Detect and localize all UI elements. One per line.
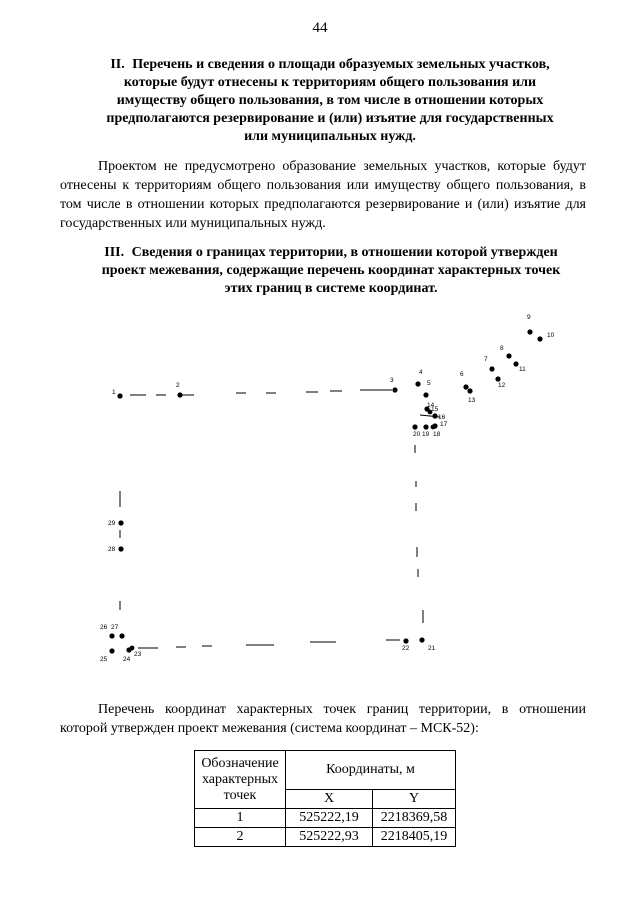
svg-text:4: 4 — [419, 369, 423, 376]
section-2-heading-line: или муниципальных нужд. — [244, 129, 416, 144]
svg-text:5: 5 — [427, 380, 431, 387]
svg-text:11: 11 — [519, 366, 526, 373]
svg-text:20: 20 — [413, 431, 421, 438]
svg-text:19: 19 — [422, 431, 430, 438]
section-2-heading — [80, 56, 580, 146]
scheme-point — [432, 413, 445, 421]
scheme-point — [108, 520, 124, 527]
svg-text:23: 23 — [134, 651, 142, 658]
svg-text:28: 28 — [108, 546, 116, 553]
scheme-point — [537, 332, 554, 342]
scheme-point — [112, 389, 123, 399]
section-3-heading-line: Сведения о границах территории, в отношении которой утвержден — [131, 245, 558, 260]
scheme-point — [495, 376, 505, 389]
boundary-points — [100, 314, 555, 663]
scheme-point — [500, 345, 512, 359]
svg-text:27: 27 — [111, 624, 119, 631]
scheme-point — [423, 380, 431, 398]
svg-text:16: 16 — [438, 414, 446, 421]
scheme-point — [176, 382, 183, 398]
section-2-heading-line: которые будут отнесены к территориям общего пользования или — [123, 75, 537, 90]
svg-text:22: 22 — [402, 645, 410, 652]
svg-text:8: 8 — [500, 345, 504, 352]
svg-text:14: 14 — [427, 402, 435, 409]
coordinates-table — [194, 750, 456, 847]
scheme-point — [402, 638, 410, 652]
table-row — [195, 828, 456, 847]
section-3-heading — [78, 244, 584, 298]
header-coordinates: Координаты, м — [286, 751, 456, 790]
svg-text:13: 13 — [468, 397, 476, 404]
section-2-heading-line: предполагаются резервирование и (или) изъятие для государственных — [106, 111, 554, 126]
scheme-point — [130, 646, 142, 658]
svg-text:25: 25 — [100, 656, 108, 663]
header-y: Y — [373, 790, 456, 809]
table-header-row — [195, 751, 456, 790]
row-point: 2 — [195, 828, 286, 847]
scheme-point — [415, 369, 423, 387]
svg-text:3: 3 — [390, 377, 394, 384]
scheme-point — [484, 356, 495, 372]
svg-text:29: 29 — [108, 520, 116, 527]
coordinates-intro: Перечень координат характерных точек границ территории, в отношении которой утвержден проект межевания (система координат – МСК-52): — [60, 702, 586, 736]
section-3-numeral: III. — [104, 245, 125, 260]
row-y: 2218369,58 — [373, 809, 456, 828]
svg-text:6: 6 — [460, 371, 464, 378]
scheme-point — [422, 424, 430, 438]
header-x: X — [286, 790, 373, 809]
header-point: Обозначение характерных точек — [195, 751, 286, 809]
scheme-point — [467, 388, 475, 404]
row-x: 525222,93 — [286, 828, 373, 847]
svg-text:10: 10 — [547, 332, 555, 339]
scheme-point — [513, 361, 526, 373]
section-2-heading-line: имуществу общего пользования, в том числе в отношении которых — [116, 93, 544, 108]
svg-text:15: 15 — [431, 406, 439, 413]
boundary-scheme — [90, 305, 570, 675]
section-2-heading-line: Перечень и сведения о площади образуемых земельных участков, — [132, 57, 550, 72]
row-x: 525222,19 — [286, 809, 373, 828]
section-2-paragraph: Проектом не предусмотрено образование земельных участков, которые будут отнесены к территориям общего пользования или имуществу общего пользования, в том числе в отношении которых предполагаются резервирование и (или) изъятие для государственных или муниципальных нужд. — [60, 159, 586, 231]
svg-text:18: 18 — [433, 431, 441, 438]
scheme-point — [419, 637, 435, 652]
svg-text:12: 12 — [498, 382, 506, 389]
scheme-point — [527, 314, 533, 335]
page-number: 44 — [312, 20, 328, 36]
section-2-numeral: II. — [110, 57, 125, 72]
boundary-segments — [120, 390, 440, 648]
scheme-point — [412, 424, 420, 438]
svg-text:21: 21 — [428, 645, 436, 652]
scheme-point — [100, 648, 115, 663]
svg-text:7: 7 — [484, 356, 488, 363]
svg-text:26: 26 — [100, 624, 108, 631]
svg-text:24: 24 — [123, 656, 131, 663]
row-y: 2218405,19 — [373, 828, 456, 847]
svg-text:1: 1 — [112, 389, 116, 396]
scheme-point — [108, 546, 124, 553]
svg-text:9: 9 — [527, 314, 531, 321]
svg-text:17: 17 — [440, 421, 448, 428]
svg-text:2: 2 — [176, 382, 180, 389]
section-3-heading-line: этих границ в системе координат. — [224, 281, 438, 296]
scheme-point — [460, 371, 469, 390]
scheme-point — [123, 647, 132, 663]
table-row — [195, 809, 456, 828]
row-point: 1 — [195, 809, 286, 828]
section-3-heading-line: проект межевания, содержащие перечень координат характерных точек — [101, 263, 561, 278]
